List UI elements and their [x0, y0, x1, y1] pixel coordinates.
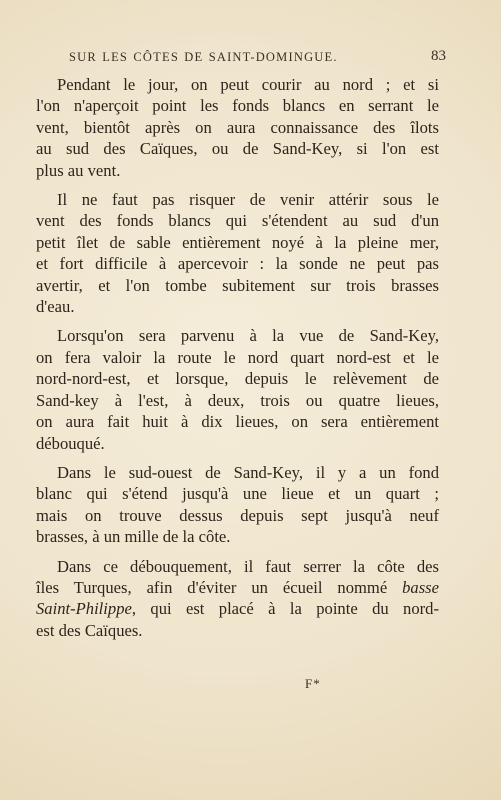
text-line: Il ne faut pas risquer de venir attérir sous le — [57, 190, 439, 210]
text-line: petit îlet de sable entièrement noyé à la pleine mer, — [36, 232, 439, 252]
text-line: au sud des Caïques, ou de Sand-Key, si l'on est — [36, 139, 439, 159]
running-title: SUR LES CÔTES DE SAINT-DOMINGUE. — [69, 50, 338, 64]
text-line: d'eau. — [36, 297, 75, 317]
text-line: Pendant le jour, on peut courir au nord ; et si — [57, 75, 439, 94]
text-line: avertir, et l'on tombe subitement sur trois brasses — [36, 275, 439, 295]
paragraph-3 — [36, 325, 439, 453]
paragraph-1 — [36, 74, 439, 181]
text-line: mais on trouve dessus depuis sept jusqu'à neuf — [36, 505, 439, 525]
text-line: et fort difficile à apercevoir : la sonde ne peut pas — [36, 254, 439, 274]
page-number: 83 — [431, 48, 446, 64]
italic-term: basse — [402, 577, 439, 597]
text-line: débouqué. — [36, 433, 105, 453]
text-line: Dans le sud-ouest de Sand-Key, il y a un fond — [57, 462, 439, 482]
text-line: îles Turques, afin d'éviter un écueil nommé basse — [36, 577, 439, 597]
paragraph-2 — [36, 189, 439, 317]
text-line: blanc qui s'étend jusqu'à une lieue et un quart ; — [36, 484, 439, 504]
text-line: Lorsqu'on sera parvenu à la vue de Sand-Key, — [57, 326, 439, 346]
text-line: Saint-Philippe, qui est placé à la pointe du nord- — [36, 599, 439, 619]
text-line: vent, bientôt après on aura connaissance des îlots — [36, 117, 439, 137]
text-line: plus au vent. — [36, 160, 121, 180]
text-line: Sand-key à l'est, à deux, trois ou quatre lieues, — [36, 390, 439, 410]
signature-mark: F* — [305, 676, 321, 691]
text-line: Dans ce débouquement, il faut serrer la côte des — [57, 556, 439, 576]
paragraph-4 — [36, 462, 439, 548]
italic-term: Saint-Philippe — [36, 599, 132, 619]
text-line: brasses, à un mille de la côte. — [36, 527, 231, 547]
text-line: l'on n'aperçoit point les fonds blancs en serrant le — [36, 96, 439, 116]
text-line: vent des fonds blancs qui s'étendent au sud d'un — [36, 211, 439, 231]
text-line: nord-nord-est, et lorsque, depuis le relèvement de — [36, 369, 439, 389]
paragraph-5 — [36, 556, 439, 642]
text-line: est des Caïques. — [36, 620, 143, 640]
text-line: on aura fait huit à dix lieues, on sera entièrement — [36, 412, 439, 432]
text-line: on fera valoir la route le nord quart nord-est et le — [36, 347, 439, 367]
body-text — [36, 74, 439, 649]
page-header — [55, 50, 446, 68]
